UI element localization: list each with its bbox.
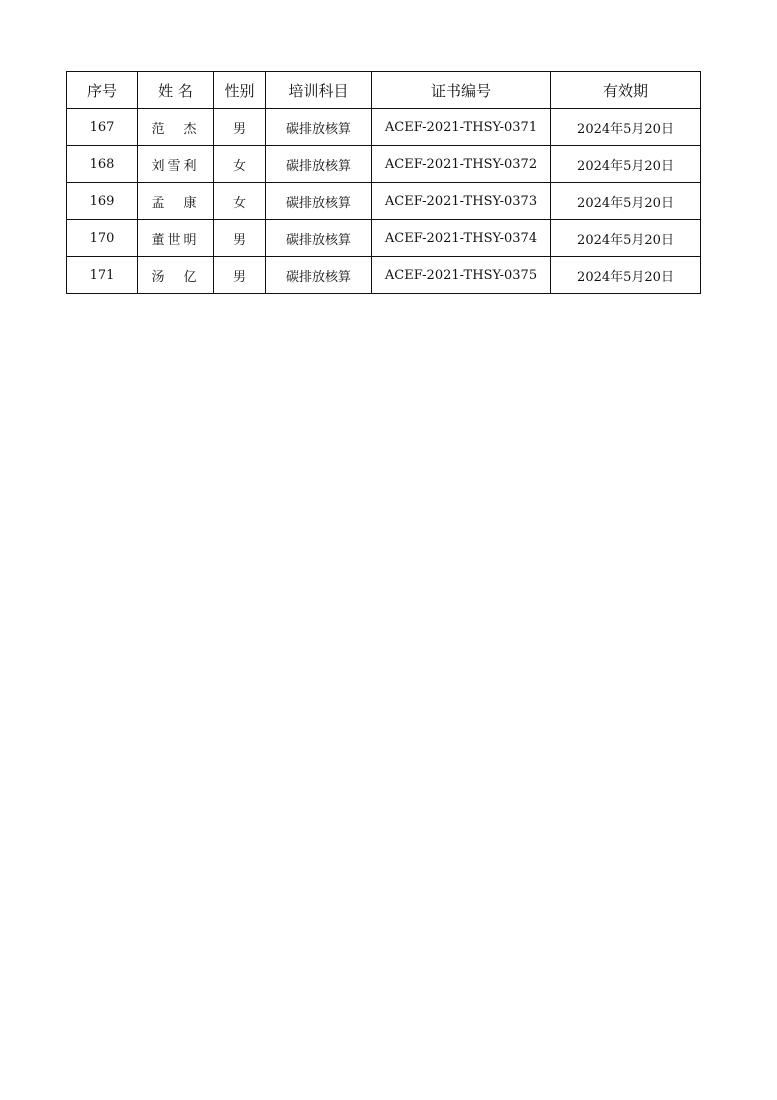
- cell-name: [138, 146, 214, 183]
- table-row: [67, 220, 701, 257]
- cell-name-text: 范 杰: [151, 121, 200, 137]
- cell-name: [138, 109, 214, 146]
- header-name: 姓 名: [138, 72, 214, 109]
- cell-gender: 男: [214, 257, 266, 294]
- cell-gender: 男: [214, 109, 266, 146]
- table-row: [67, 109, 701, 146]
- table-row: [67, 183, 701, 220]
- cell-seq: 170: [67, 220, 138, 257]
- cell-name-text: 孟 康: [151, 195, 200, 211]
- cell-cert-no: ACEF-2021-THSY-0374: [372, 220, 551, 257]
- cell-name: [138, 220, 214, 257]
- table-row: [67, 146, 701, 183]
- cell-cert-no: ACEF-2021-THSY-0373: [372, 183, 551, 220]
- table-row: [67, 257, 701, 294]
- cell-seq: 168: [67, 146, 138, 183]
- cell-name: [138, 257, 214, 294]
- cell-seq: 169: [67, 183, 138, 220]
- cell-valid: 2024年5月20日: [551, 257, 701, 294]
- header-valid: 有效期: [551, 72, 701, 109]
- cell-seq: 171: [67, 257, 138, 294]
- cell-name: [138, 183, 214, 220]
- header-cert-no: 证书编号: [372, 72, 551, 109]
- cell-subject: 碳排放核算: [266, 220, 372, 257]
- cell-subject: 碳排放核算: [266, 109, 372, 146]
- certificate-table: [66, 71, 701, 294]
- cell-cert-no: ACEF-2021-THSY-0375: [372, 257, 551, 294]
- cell-gender: 女: [214, 183, 266, 220]
- cell-valid: 2024年5月20日: [551, 220, 701, 257]
- cell-name-text: 汤 亿: [151, 269, 200, 285]
- cell-cert-no: ACEF-2021-THSY-0372: [372, 146, 551, 183]
- cell-subject: 碳排放核算: [266, 146, 372, 183]
- cell-gender: 男: [214, 220, 266, 257]
- cell-valid: 2024年5月20日: [551, 183, 701, 220]
- cell-name-text: 董世明: [151, 232, 200, 248]
- header-seq: 序号: [67, 72, 138, 109]
- cell-subject: 碳排放核算: [266, 257, 372, 294]
- table-header-row: [67, 72, 701, 109]
- cell-valid: 2024年5月20日: [551, 109, 701, 146]
- cell-valid: 2024年5月20日: [551, 146, 701, 183]
- cell-subject: 碳排放核算: [266, 183, 372, 220]
- cell-seq: 167: [67, 109, 138, 146]
- cell-name-text: 刘雪利: [151, 158, 200, 174]
- cell-cert-no: ACEF-2021-THSY-0371: [372, 109, 551, 146]
- header-gender: 性别: [214, 72, 266, 109]
- cell-gender: 女: [214, 146, 266, 183]
- header-subject: 培训科目: [266, 72, 372, 109]
